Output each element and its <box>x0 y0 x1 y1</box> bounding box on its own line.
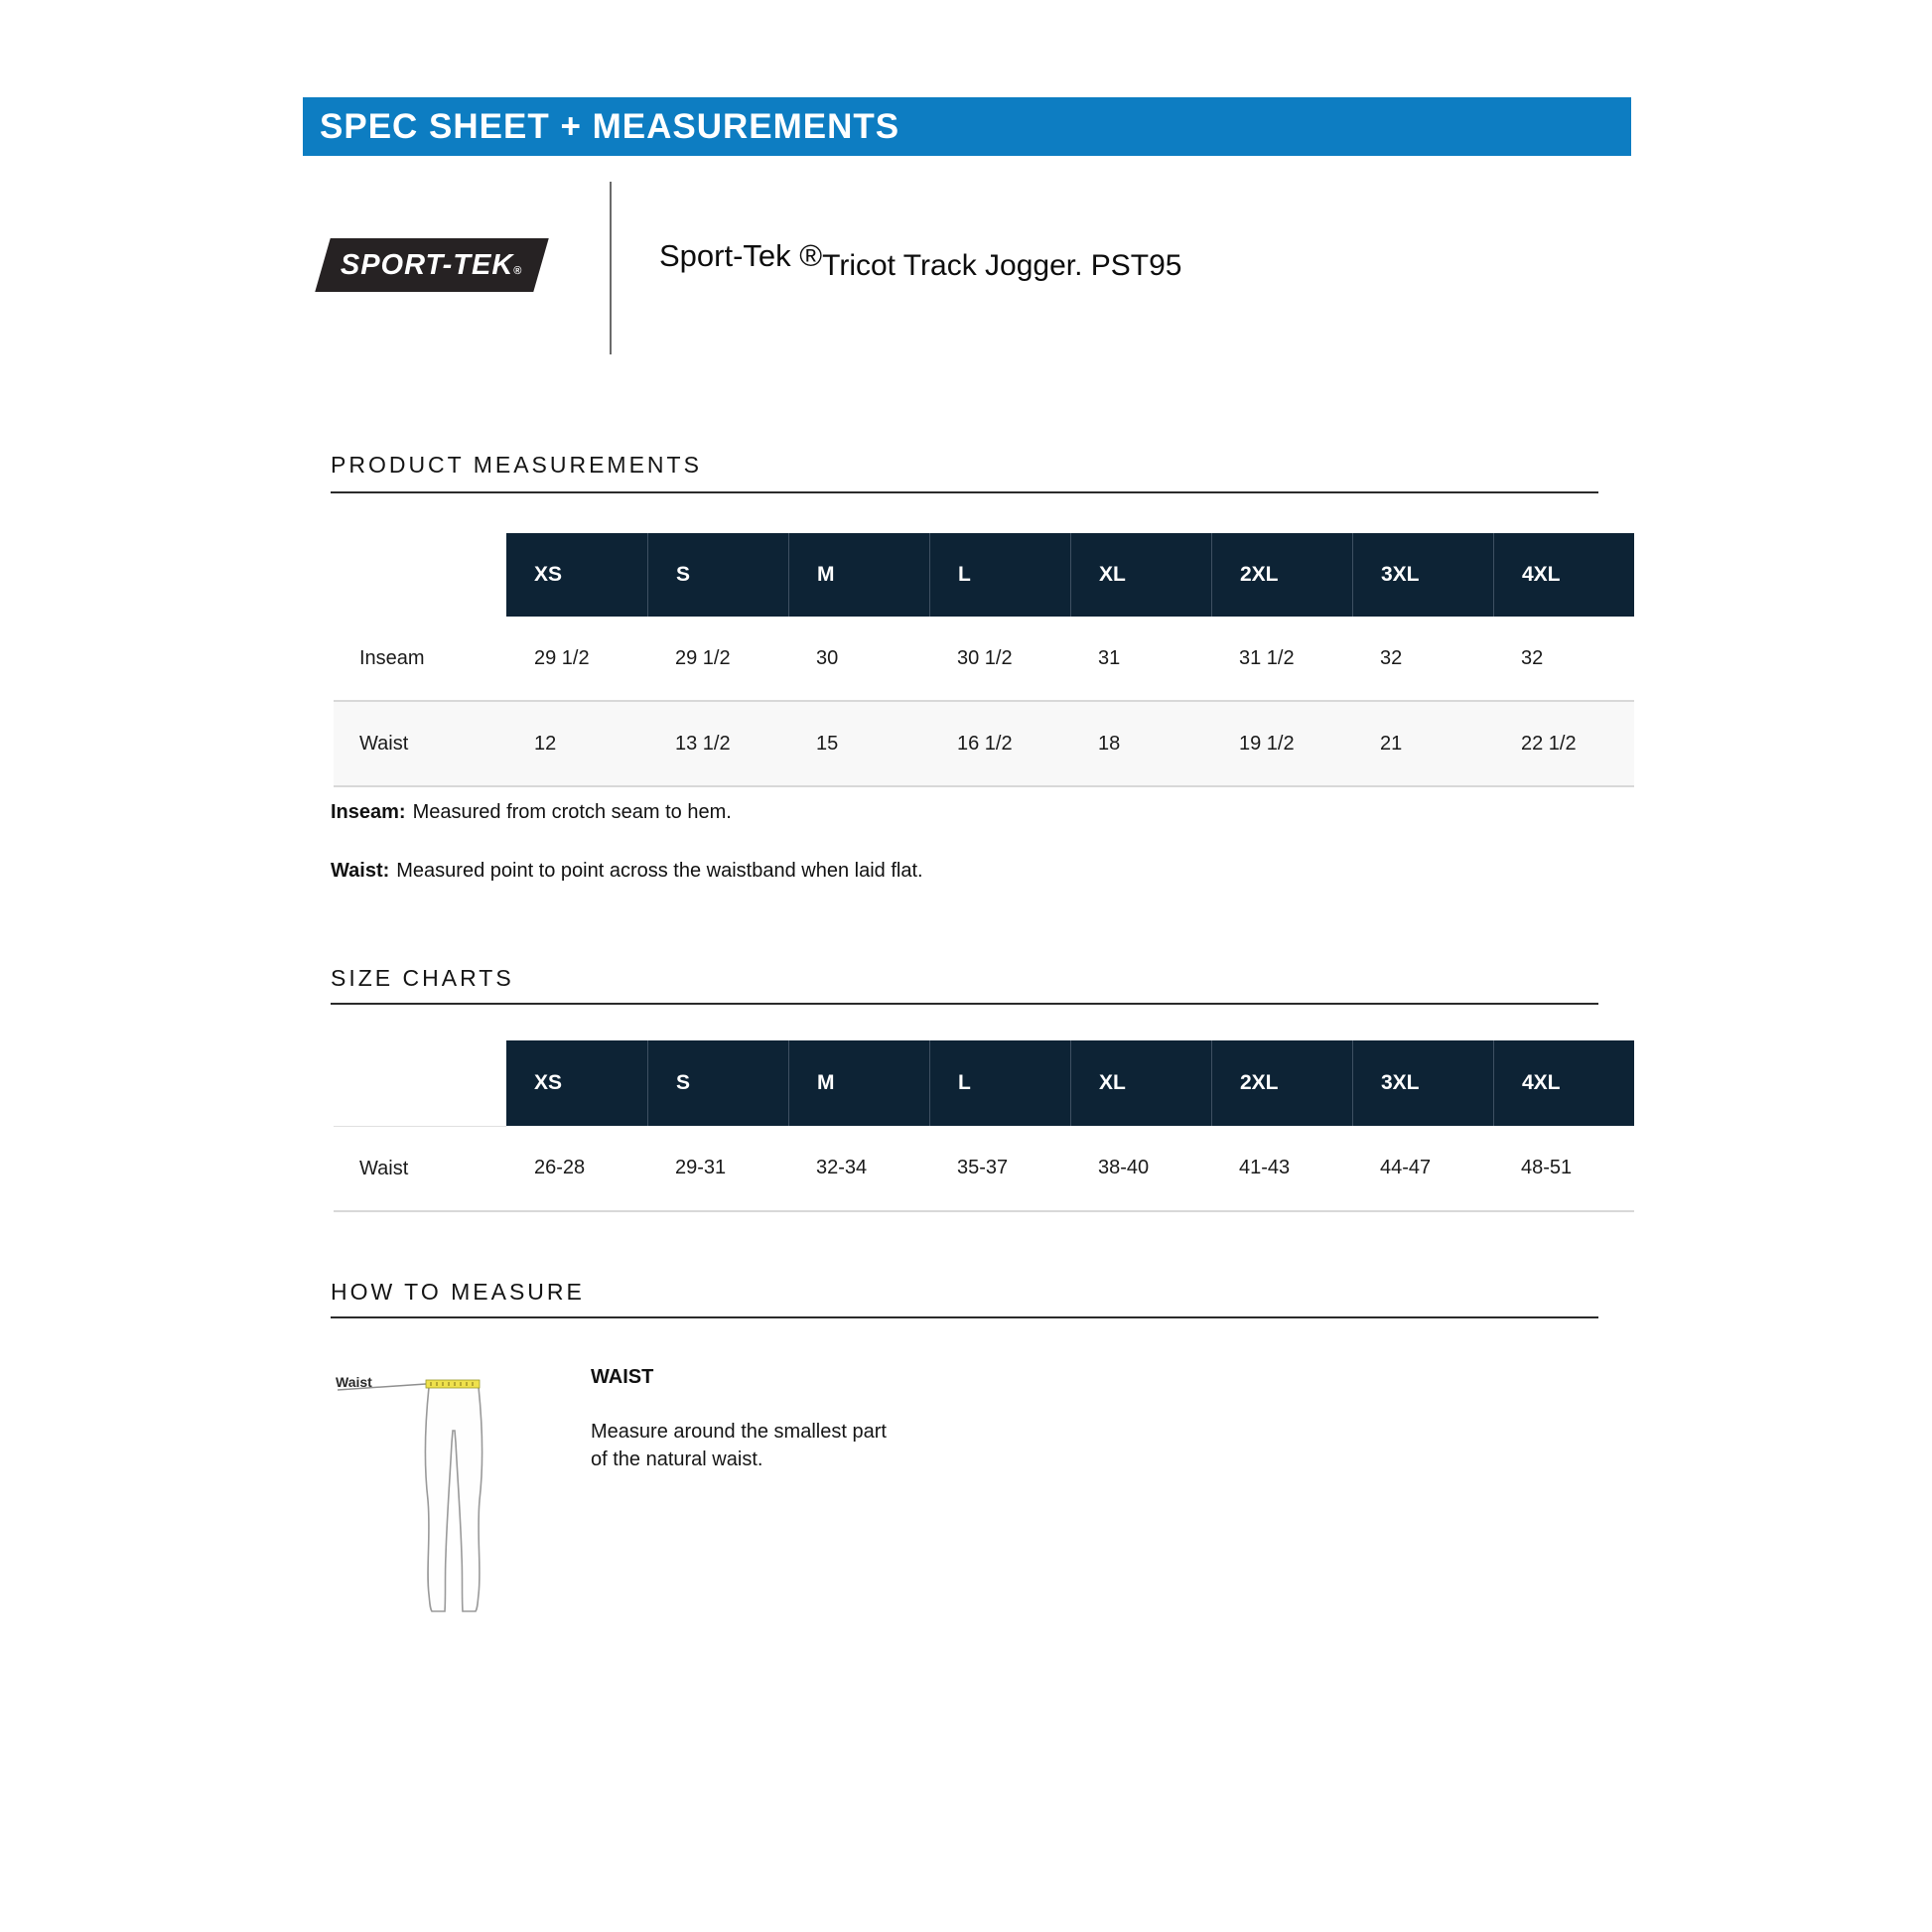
size-chart-table <box>334 1040 1634 1212</box>
cell-value: 38-40 <box>1098 1157 1150 1178</box>
section-rule <box>331 491 1598 493</box>
cell-value: 41-43 <box>1239 1157 1291 1178</box>
cell-value: 16 1/2 <box>957 732 1013 755</box>
cell-value: 48-51 <box>1521 1157 1573 1178</box>
pants-measure-diagram-icon <box>328 1371 496 1629</box>
measurement-notes <box>331 800 923 917</box>
size-header: 3XL <box>1352 1040 1493 1126</box>
cell-value: 31 <box>1098 646 1121 669</box>
size-header: S <box>647 533 788 617</box>
note-text: Measured from crotch seam to hem. <box>412 801 732 823</box>
table-header-row <box>334 533 1634 617</box>
diagram-waist-label: Waist <box>336 1374 372 1390</box>
header-blank-cell <box>334 533 506 617</box>
note-inseam <box>331 800 923 824</box>
size-header: S <box>647 1040 788 1126</box>
product-measurements-table <box>334 533 1634 787</box>
note-text: Measured point to point across the waistband when laid flat. <box>396 860 923 882</box>
cell-value: 26-28 <box>534 1157 586 1178</box>
cell-value: 30 1/2 <box>957 646 1013 669</box>
pants-outline <box>425 1387 482 1611</box>
size-header: 3XL <box>1352 533 1493 617</box>
cell-value: 18 <box>1098 732 1121 755</box>
note-term: Waist: <box>331 860 390 882</box>
size-header: 4XL <box>1493 533 1634 617</box>
table-row-waist-range <box>334 1126 1634 1212</box>
logo-parallelogram <box>315 238 548 292</box>
row-label: Waist <box>334 1126 506 1210</box>
sport-tek-logo <box>323 238 541 292</box>
size-charts-heading: SIZE CHARTS <box>331 965 514 991</box>
cell-value: 29-31 <box>675 1157 727 1178</box>
cell-value: 32 <box>1380 646 1403 669</box>
header-blank-cell <box>334 1040 506 1126</box>
cell-value: 15 <box>816 732 839 755</box>
page-title-banner <box>303 97 1631 156</box>
page-title: SPEC SHEET + MEASUREMENTS <box>320 106 900 146</box>
cell-value: 44-47 <box>1380 1157 1432 1178</box>
size-header: M <box>788 1040 929 1126</box>
instruction-line: Measure around the smallest part <box>591 1421 887 1443</box>
row-label: Waist <box>359 732 409 755</box>
size-header: L <box>929 1040 1070 1126</box>
size-header: XS <box>506 533 647 617</box>
table-row-inseam <box>334 617 1634 702</box>
cell-value: 32 <box>1521 646 1544 669</box>
table-row-waist <box>334 702 1634 787</box>
cell-value: 29 1/2 <box>675 646 731 669</box>
registered-mark-icon: ® <box>513 264 523 277</box>
cell-value: 12 <box>534 732 557 755</box>
row-label: Inseam <box>359 646 425 669</box>
title-brand: Sport-Tek ® <box>659 238 823 273</box>
cell-value: 32-34 <box>816 1157 868 1178</box>
size-header: XL <box>1070 533 1211 617</box>
logo-text <box>341 249 523 282</box>
product-measurements-heading: PRODUCT MEASUREMENTS <box>331 452 702 478</box>
size-header: XL <box>1070 1040 1211 1126</box>
note-term: Inseam: <box>331 801 406 823</box>
cell-value: 19 1/2 <box>1239 732 1295 755</box>
cell-value: 29 1/2 <box>534 646 590 669</box>
size-header: M <box>788 533 929 617</box>
measuring-tape <box>426 1380 480 1388</box>
how-to-measure-heading: HOW TO MEASURE <box>331 1279 585 1305</box>
document-title <box>659 238 1182 282</box>
instruction-line: of the natural waist. <box>591 1449 763 1470</box>
size-header: L <box>929 533 1070 617</box>
waist-instruction-text <box>591 1418 887 1473</box>
note-waist <box>331 859 923 883</box>
size-header: 2XL <box>1211 1040 1352 1126</box>
section-rule <box>331 1003 1598 1005</box>
size-header: 2XL <box>1211 533 1352 617</box>
cell-value: 13 1/2 <box>675 732 731 755</box>
section-rule <box>331 1316 1598 1318</box>
table-header-row <box>334 1040 1634 1126</box>
cell-value: 30 <box>816 646 839 669</box>
cell-value: 35-37 <box>957 1157 1009 1178</box>
size-header: 4XL <box>1493 1040 1634 1126</box>
title-product: Tricot Track Jogger. PST95 <box>822 249 1182 282</box>
cell-value: 31 1/2 <box>1239 646 1295 669</box>
size-header: XS <box>506 1040 647 1126</box>
logo-wordmark: SPORT-TEK <box>341 248 514 281</box>
vertical-divider <box>610 182 612 354</box>
waist-instruction-title: WAIST <box>591 1366 654 1388</box>
cell-value: 21 <box>1380 732 1403 755</box>
cell-value: 22 1/2 <box>1521 732 1577 755</box>
